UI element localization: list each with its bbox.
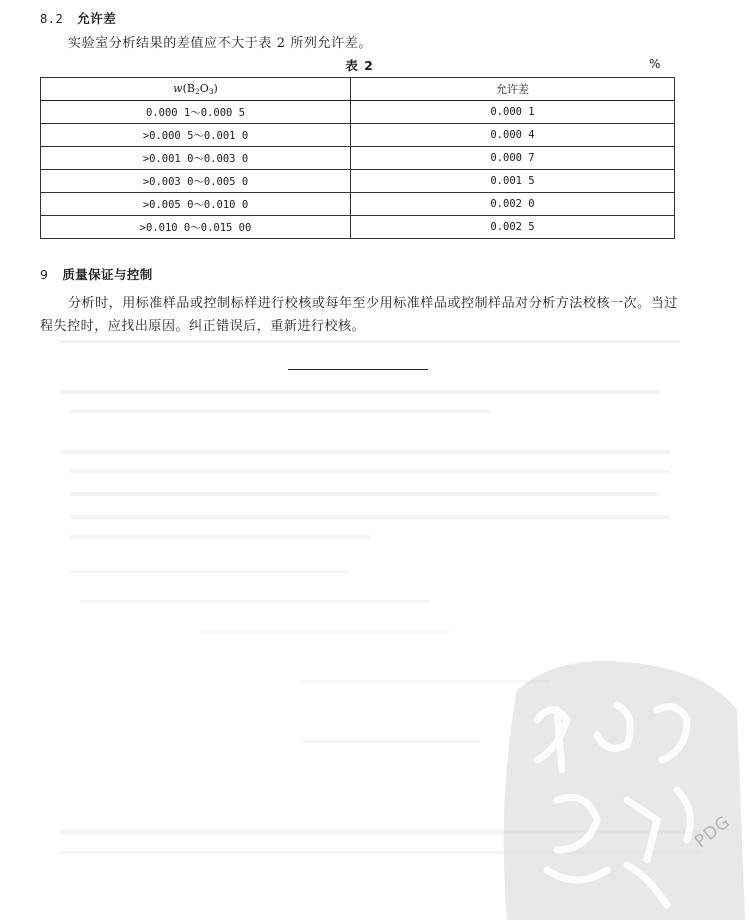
table-row xyxy=(41,124,675,147)
table-row xyxy=(41,216,675,239)
section-title: 质量保证与控制 xyxy=(62,267,153,282)
range-cell: >0.010 0～0.015 00 xyxy=(41,216,351,239)
paragraph-8-2: 实验室分析结果的差值应不大于表 2 所列允许差。 xyxy=(68,36,372,51)
section-number: 9 xyxy=(40,267,49,282)
section-title: 允许差 xyxy=(77,11,117,26)
header-tolerance: 允许差 xyxy=(351,78,675,101)
tolerance-cell: 0.002 5 xyxy=(351,216,675,239)
tolerance-table xyxy=(40,77,675,239)
tolerance-cell: 0.000 4 xyxy=(351,124,675,147)
paragraph-9: 分析时，用标准样品或控制标样进行校核或每年至少用标准样品或控制样品对分析方法校核一次。当过程失控时，应找出原因。纠正错误后，重新进行校核。 xyxy=(40,296,678,334)
table-row xyxy=(41,170,675,193)
tolerance-cell: 0.002 0 xyxy=(351,193,675,216)
library-seal-watermark xyxy=(497,650,747,920)
range-cell: >0.005 0～0.010 0 xyxy=(41,193,351,216)
table-unit: % xyxy=(649,57,661,71)
section-number: 8.2 xyxy=(40,12,64,26)
table-row xyxy=(41,193,675,216)
table-caption-label: 表 2 xyxy=(345,58,374,73)
section-9-heading xyxy=(40,265,153,283)
table-caption xyxy=(0,56,749,74)
range-cell: 0.000 1～0.000 5 xyxy=(41,101,351,124)
tolerance-cell: 0.001 5 xyxy=(351,170,675,193)
section-8-2-heading xyxy=(40,9,116,27)
range-cell: >0.000 5～0.001 0 xyxy=(41,124,351,147)
table-header-row xyxy=(41,78,675,101)
table-row xyxy=(41,101,675,124)
range-cell: >0.003 0～0.005 0 xyxy=(41,170,351,193)
pdg-watermark: PDG xyxy=(691,811,735,853)
tolerance-cell: 0.000 7 xyxy=(351,147,675,170)
table-row xyxy=(41,147,675,170)
end-rule xyxy=(288,369,428,370)
header-mass-fraction: $w(B_2O_3)$ xyxy=(41,78,351,101)
range-cell: >0.001 0～0.003 0 xyxy=(41,147,351,170)
tolerance-cell: 0.000 1 xyxy=(351,101,675,124)
